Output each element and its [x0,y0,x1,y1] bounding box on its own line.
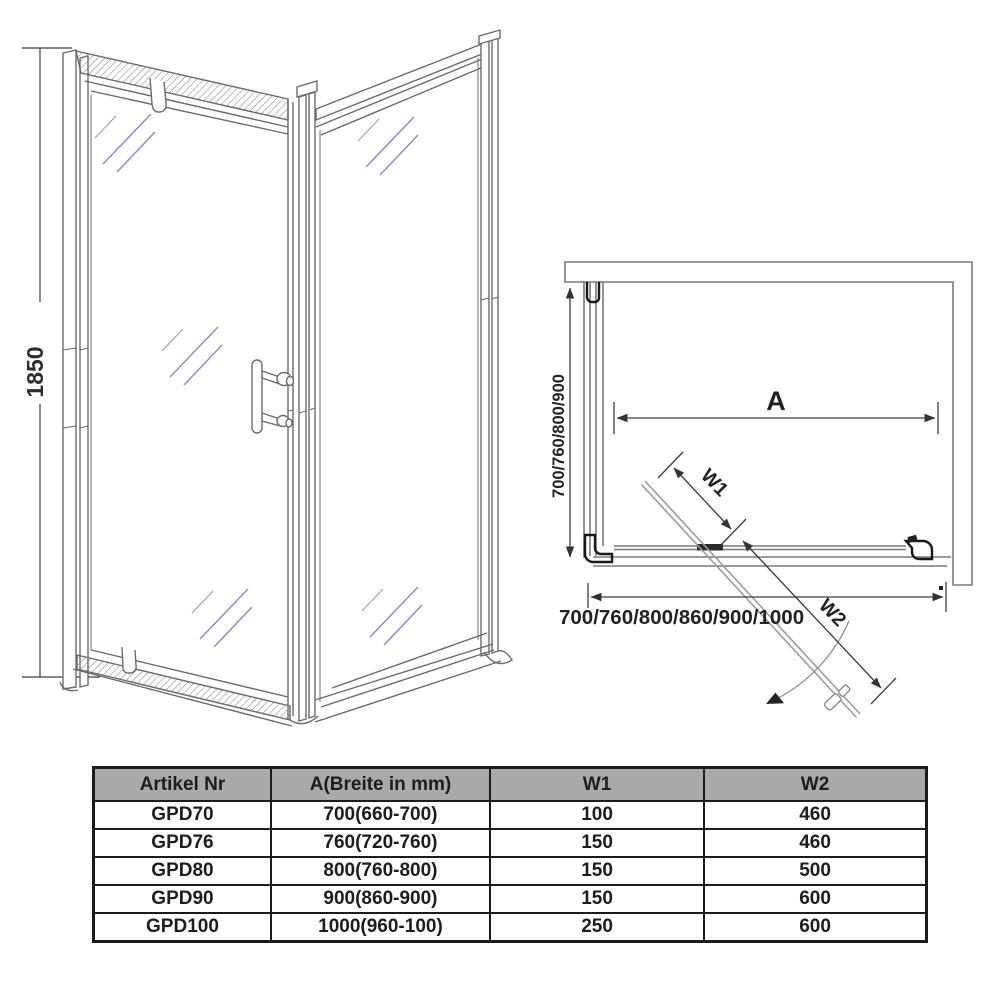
table-cell: 460 [704,801,926,829]
table-row [94,829,927,857]
table-cell: 100 [490,801,704,829]
table-cell: 500 [704,857,926,885]
table-cell: 150 [490,857,704,885]
table-cell: GPD76 [94,829,271,857]
door-swing-arc [768,621,849,703]
spec-table-header-row [94,768,927,802]
table-cell: 700(660-700) [271,801,490,829]
dimension-w1-label: W1 [696,464,733,501]
table-cell: 250 [490,913,704,942]
door-handle [252,360,294,433]
dimension-w2-label: W2 [814,594,851,631]
table-cell: 760(720-760) [271,829,490,857]
table-cell: 800(760-800) [271,857,490,885]
table-cell: 900(860-900) [271,885,490,913]
table-cell: GPD70 [94,801,271,829]
table-cell: 600 [704,885,926,913]
glass-reflection [95,114,155,172]
shower-enclosure-3d-view [0,0,540,760]
top-hinge [150,78,166,112]
spec-table-col-header: W1 [490,768,704,802]
spec-table [92,766,928,943]
table-cell: 150 [490,885,704,913]
table-row [94,885,927,913]
dimension-width-label: 700/760/800/860/900/1000 [559,606,805,629]
glass-reflection [358,117,418,175]
spec-table-col-header: Artikel Nr [94,768,271,802]
table-cell: GPD100 [94,913,271,942]
table-cell: 600 [704,913,926,942]
dimension-depth-label: 700/760/800/900 [550,374,568,498]
plan-view [540,240,1001,740]
table-cell: GPD90 [94,885,271,913]
table-row [94,913,927,942]
table-row [94,857,927,885]
table-cell: 150 [490,829,704,857]
glass-reflection [162,327,222,385]
door-frame-3d [60,50,318,726]
table-cell: 1000(960-100) [271,913,490,942]
side-panel-3d [315,30,512,722]
table-cell: 460 [704,829,926,857]
swing-arrowhead [763,691,784,709]
bottom-hinge [122,647,136,673]
height-dimension-label: 1850 [22,346,48,398]
glass-reflection [192,589,252,647]
dimension-w1 [658,452,746,545]
spec-table-col-header: W2 [704,768,926,802]
dimension-a-label: A [766,386,786,416]
table-cell: GPD80 [94,857,271,885]
wall-fittings [585,282,932,562]
glass-reflection [362,587,422,645]
spec-table-col-header: A(Breite in mm) [271,768,490,802]
table-row [94,801,927,829]
